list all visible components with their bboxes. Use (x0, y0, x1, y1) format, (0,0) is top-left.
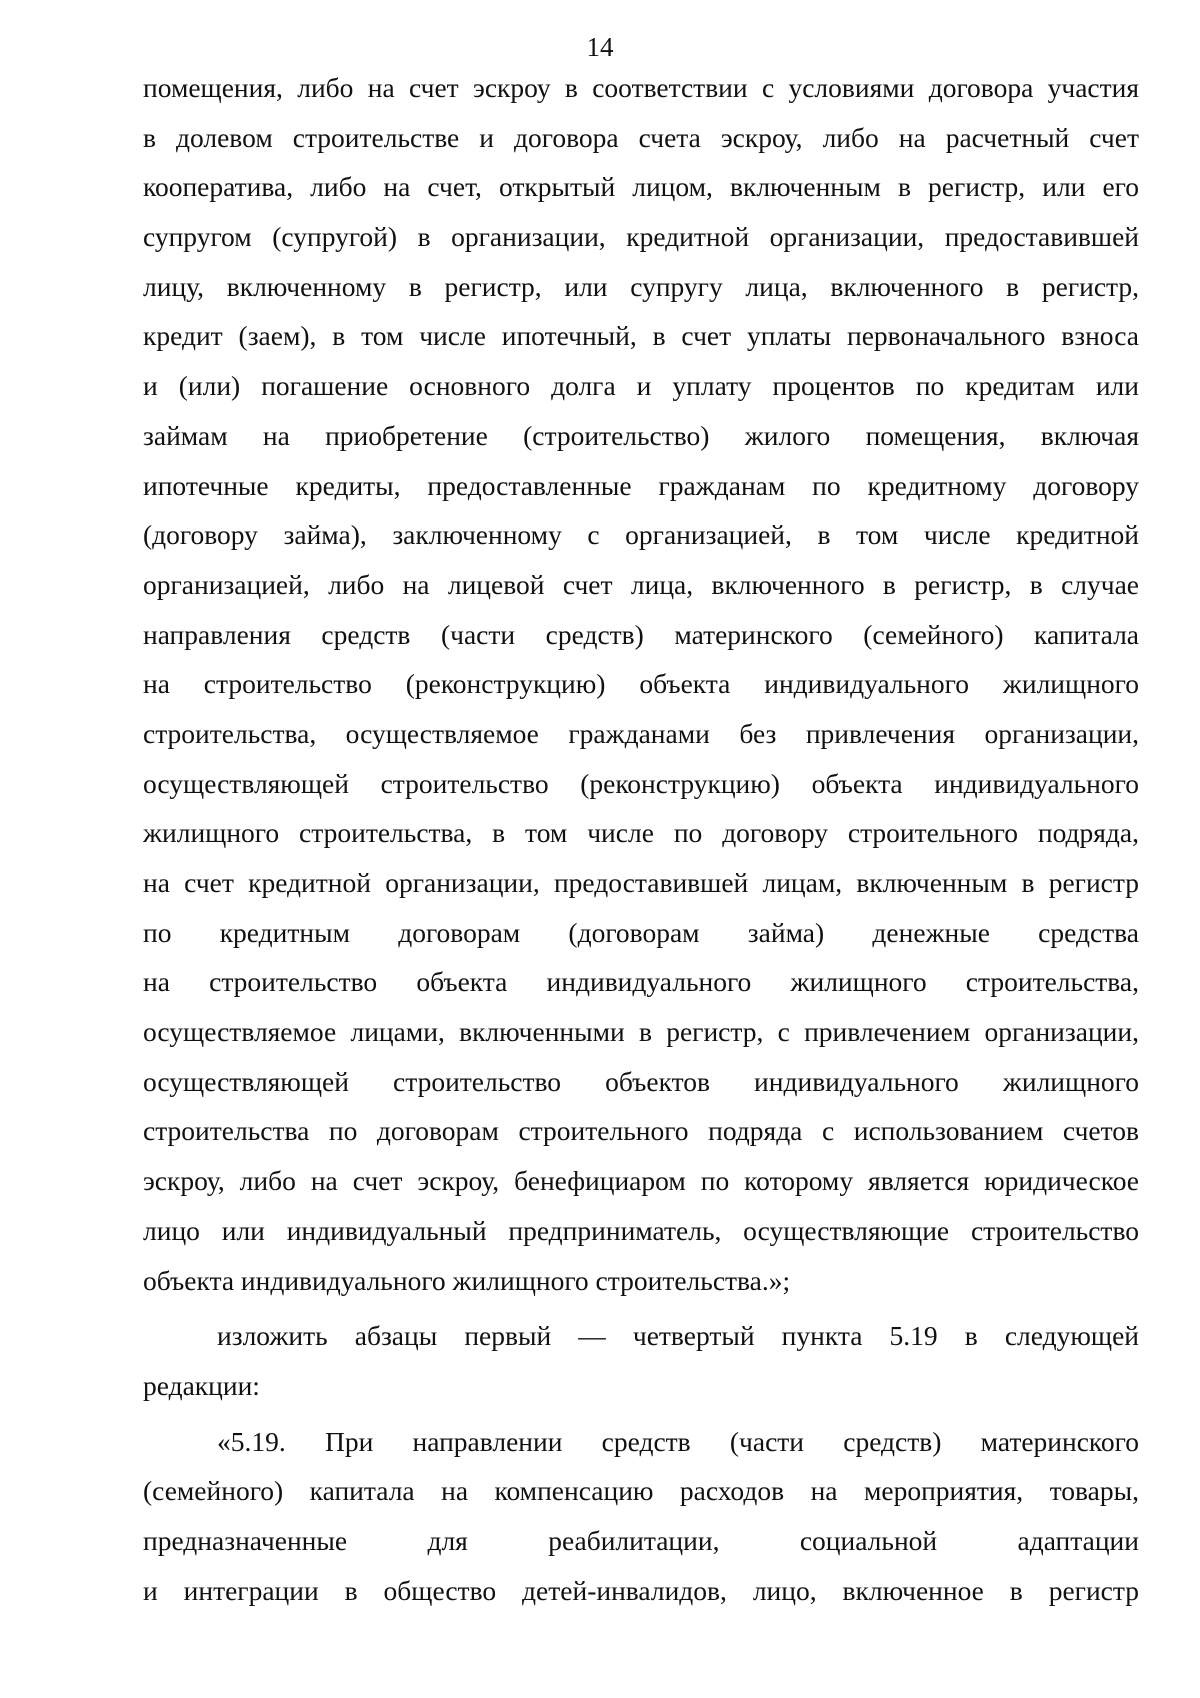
text-line: изложить абзацы первый — четвертый пункта 5.19 в следующей (217, 1320, 1139, 1352)
text-line: осуществляемое лицами, включенными в регистр, с привлечением организации, (143, 1016, 1139, 1048)
text-line: и интеграции в общество детей-инвалидов, лицо, включенное в регистр (143, 1574, 1139, 1606)
text-line: строительства, осуществляемое гражданами без привлечения организации, (143, 717, 1139, 749)
document-body (143, 63, 1139, 1615)
text-line: объекта индивидуального жилищного строительства.»; (143, 1264, 791, 1296)
paragraph-2 (143, 1311, 1139, 1410)
text-line: осуществляющей строительство объектов индивидуального жилищного (143, 1065, 1139, 1097)
text-line: редакции: (143, 1369, 260, 1401)
text-line: займам на приобретение (строительство) жилого помещения, включая (143, 419, 1139, 451)
text-line: (семейного) капитала на компенсацию расходов на мероприятия, товары, (143, 1475, 1139, 1507)
text-line: направления средств (части средств) материнского (семейного) капитала (143, 618, 1139, 650)
text-line: ипотечные кредиты, предоставленные гражданам по кредитному договору (143, 469, 1139, 501)
text-line: жилищного строительства, в том числе по договору строительного подряда, (143, 817, 1139, 849)
text-line: эскроу, либо на счет эскроу, бенефициаром по которому является юридическое (143, 1165, 1139, 1197)
text-line: кооператива, либо на счет, открытый лицом, включенным в регистр, или его (143, 171, 1139, 203)
text-line: супругом (супругой) в организации, кредитной организации, предоставившей (143, 221, 1139, 253)
text-line: лицу, включенному в регистр, или супругу лица, включенного в регистр, (143, 270, 1139, 302)
text-line: лицо или индивидуальный предприниматель, осуществляющие строительство (143, 1214, 1139, 1246)
text-line: в долевом строительстве и договора счета эскроу, либо на расчетный счет (143, 121, 1139, 153)
paragraph-3 (143, 1417, 1139, 1616)
text-line: на строительство (реконструкцию) объекта индивидуального жилищного (143, 668, 1139, 700)
text-line: строительства по договорам строительного подряда с использованием счетов (143, 1115, 1139, 1147)
text-line: на строительство объекта индивидуального жилищного строительства, (143, 966, 1139, 998)
text-line: на счет кредитной организации, предоставившей лицам, включенным в регистр (143, 867, 1139, 898)
text-line: (договору займа), заключенному с организацией, в том числе кредитной (143, 519, 1139, 551)
page-number: 14 (586, 32, 614, 62)
text-line: осуществляющей строительство (реконструкцию) объекта индивидуального (143, 767, 1139, 799)
paragraph-1 (143, 63, 1139, 1305)
text-line: и (или) погашение основного долга и уплату процентов по кредитам или (143, 370, 1139, 402)
text-line: кредит (заем), в том числе ипотечный, в счет уплаты первоначального взноса (143, 320, 1139, 352)
text-line: помещения, либо на счет эскроу в соответствии с условиями договора участия (143, 72, 1139, 103)
text-line: по кредитным договорам (договорам займа) денежные средства (143, 916, 1139, 948)
text-line: предназначенные для реабилитации, социальной адаптации (143, 1524, 1139, 1556)
text-line: «5.19. При направлении средств (части средств) материнского (217, 1425, 1139, 1457)
text-line: организацией, либо на лицевой счет лица, включенного в регистр, в случае (143, 568, 1139, 600)
